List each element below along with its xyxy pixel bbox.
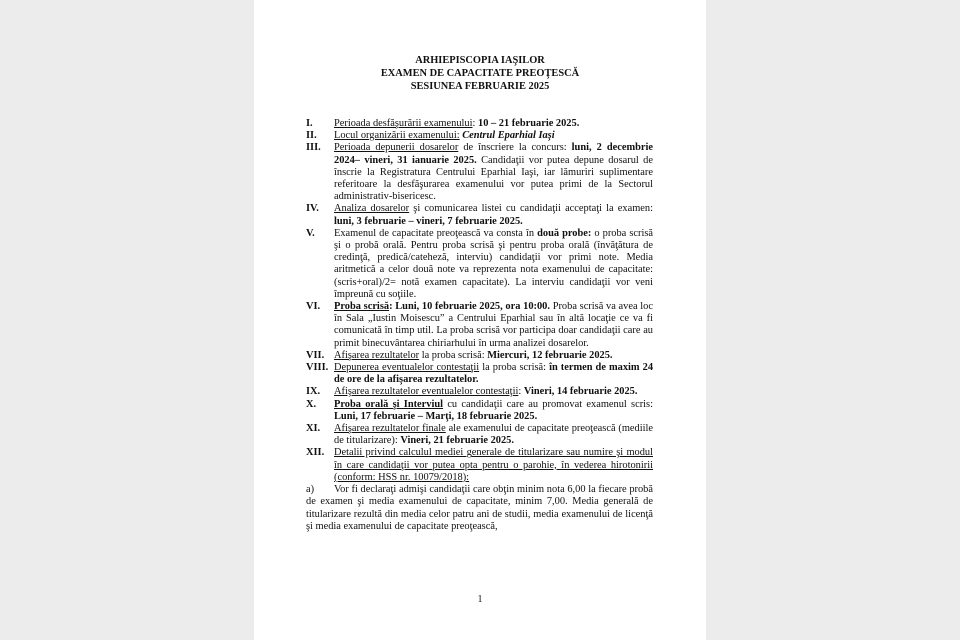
item-number: X. xyxy=(306,398,317,410)
header-line-exam: EXAMEN DE CAPACITATE PREOŢESCĂ xyxy=(380,68,580,79)
item-number: III. xyxy=(306,142,321,154)
item-i: I. Perioada desfăşurării examenului: 10 – 21 februarie 2025. xyxy=(306,118,580,129)
item-viii: VIII. Depunerea eventualelor contestaţii la proba scrisă: în termen de maxim 24 de ore de la afişarea rezultatelor. xyxy=(306,362,654,386)
item-number: IV. xyxy=(306,203,319,215)
item-x: X. Proba orală şi Interviul cu candidaţii care au promovat examenul scris: Luni, 17 februarie – Marţi, 18 februarie 2025. xyxy=(306,398,653,422)
item-number: VI. xyxy=(306,301,321,313)
document-header xyxy=(254,54,706,93)
sub-item-label: a) xyxy=(306,484,315,496)
item-vi: VI. Proba scrisă: Luni, 10 februarie 2025, ora 10:00. Proba scrisă va avea loc în Sala „Iustin Moisescu” a Centrului Eparhial sau în altă locaţie ce va fi comunicată în timp util. La proba scrisă vor participa doar candidaţii care au primit binecuvântarea chiriarhului în urma analizei dosarelor. xyxy=(306,301,653,349)
item-ix: IX. Afişarea rezultatelor eventualelor contestaţii: Vineri, 14 februarie 2025. xyxy=(306,386,638,398)
document-page xyxy=(254,0,706,640)
sub-item-a: a) Vor fi declaraţi admişi candidaţii care obţin minim nota 6,00 la fiecare probă de examen şi media examenului de capacitate, minim 7,00. Media generală de titularizare rezultă din media celor patru ani de studii, media examenului de licenţă şi media examenului de capacitate preoţească, xyxy=(306,484,653,532)
document-body xyxy=(306,118,653,533)
item-xi: XI. Afişarea rezultatelor finale ale examenului de capacitate preoţească (mediile de titularizare): Vineri, 21 februarie 2025. xyxy=(306,423,653,447)
item-number: VIII. xyxy=(306,362,329,374)
item-vii: VII. Afişarea rezultatelor la proba scrisă: Miercuri, 12 februarie 2025. xyxy=(306,349,613,361)
item-iii: III. Perioada depunerii dosarelor de înscriere la concurs: luni, 2 decembrie 2024– vineri, 31 ianuarie 2025. Candidaţii vor putea depune dosarul de înscrie la Registratura Centrului Eparhial Iaşi, iar lămuriri suplimentare referitoare la desfăşurarea examenului vor putea primi de la Sectorul administrativ-bisericesc. xyxy=(306,142,653,203)
header-line-session: SESIUNEA FEBRUARIE 2025 xyxy=(410,81,550,92)
item-v: V. Examenul de capacitate preoţească va consta în două probe: o proba scrisă şi o probă orală. Pentru proba scrisă şi pentru proba orală (învăţătura de credinţă, predică/cateheză, interviu) candidaţii vor primi note. Media aritmetică a celor două note va reprezenta nota examenului de capacitate: (scris+oral)/2= notă examen capacitate). La interviu candidaţii vor veni împreună cu soţiile. xyxy=(306,227,654,300)
item-number: IX. xyxy=(306,386,321,398)
item-number: VII. xyxy=(306,349,325,361)
item-ii: II. Locul organizării examenului: Centrul Eparhial Iaşi xyxy=(306,130,555,142)
item-number: XII. xyxy=(306,447,325,459)
item-number: V. xyxy=(306,227,315,239)
header-line-archdiocese: ARHIEPISCOPIA IAŞILOR xyxy=(415,55,545,66)
item-number: XI. xyxy=(306,423,321,435)
item-number: I. xyxy=(306,118,313,129)
page-number: 1 xyxy=(477,594,483,605)
item-xii: XII. Detalii privind calculul mediei generale de titularizare sau numire şi modul în care candidaţii vor putea opta pentru o parohie, în vederea hirotonirii (conform: HSS nr. 10079/2018): xyxy=(306,447,653,483)
item-iv: IV. Analiza dosarelor şi comunicarea listei cu candidaţii acceptaţi la examen: luni, 3 februarie – vineri, 7 februarie 2025. xyxy=(306,203,654,227)
item-number: II. xyxy=(306,130,317,142)
